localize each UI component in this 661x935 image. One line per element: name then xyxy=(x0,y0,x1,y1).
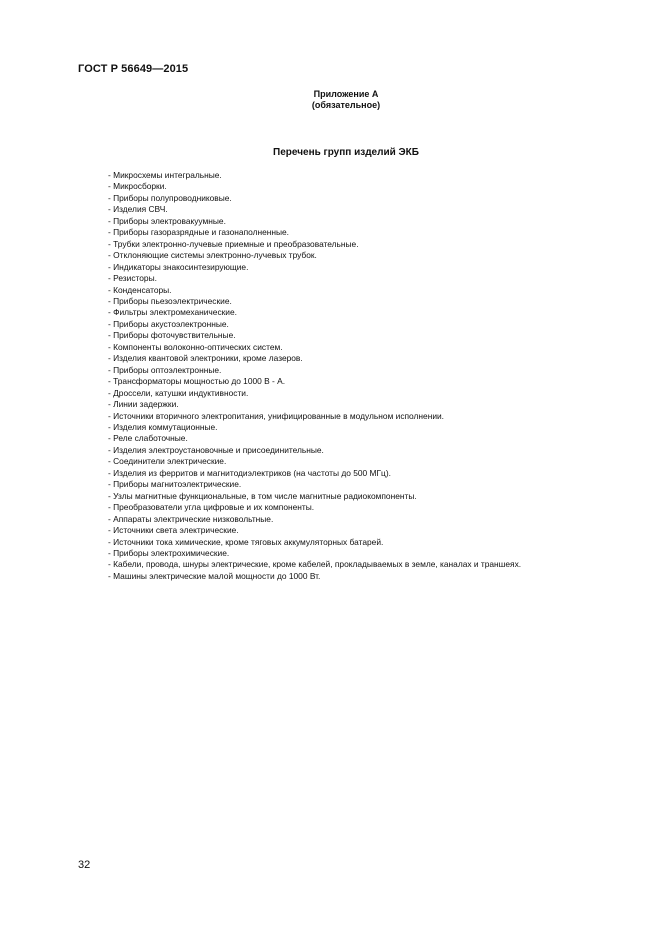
appendix-title: Приложение А xyxy=(313,89,379,99)
document-code-header: ГОСТ Р 56649—2015 xyxy=(78,63,189,75)
list-item: - Приборы магнитоэлектрические. xyxy=(108,479,242,490)
list-item: - Приборы газоразрядные и газонаполненные. xyxy=(108,227,290,238)
list-item: - Приборы пьезоэлектрические. xyxy=(108,295,232,306)
list-item: - Преобразователи угла цифровые и их компоненты. xyxy=(108,502,315,513)
list-item: - Источники вторичного электропитания, унифицированные в модульном исполнении. xyxy=(108,410,445,421)
list-item: - Трубки электронно-лучевые приемные и преобразовательные. xyxy=(108,238,359,249)
list-item: - Узлы магнитные функциональные, в том числе магнитные радиокомпоненты. xyxy=(108,490,417,501)
list-item: - Компоненты волоконно-оптических систем. xyxy=(108,341,283,352)
list-item: - Дроссели, катушки индуктивности. xyxy=(108,387,249,398)
list-item: - Изделия из ферритов и магнитодиэлектриков (на частоты до 500 МГц). xyxy=(108,467,391,478)
list-item: - Приборы электрохимические. xyxy=(108,547,230,558)
product-group-list xyxy=(108,170,521,582)
list-item: - Приборы акустоэлектронные. xyxy=(108,318,229,329)
list-item: - Приборы электровакуумные. xyxy=(108,215,226,226)
list-item: - Реле слаботочные. xyxy=(108,433,188,444)
list-item: - Трансформаторы мощностью до 1000 В - А. xyxy=(108,376,286,387)
appendix-heading xyxy=(246,89,446,111)
list-item: - Изделия квантовой электроники, кроме лазеров. xyxy=(108,353,303,364)
list-item: - Приборы полупроводниковые. xyxy=(108,192,232,203)
list-item: - Отклоняющие системы электронно-лучевых трубок. xyxy=(108,250,317,261)
list-item: - Резисторы. xyxy=(108,273,157,284)
list-item: - Микросборки. xyxy=(108,181,167,192)
list-item: - Источники тока химические, кроме тяговых аккумуляторных батарей. xyxy=(108,536,384,547)
list-item: - Приборы фоточувствительные. xyxy=(108,330,236,341)
list-item: - Источники света электрические. xyxy=(108,525,239,536)
list-item: - Изделия СВЧ. xyxy=(108,204,168,215)
list-item: - Конденсаторы. xyxy=(108,284,172,295)
list-title: Перечень групп изделий ЭКБ xyxy=(273,147,419,158)
page-number: 32 xyxy=(78,859,91,871)
list-item: - Машины электрические малой мощности до 1000 Вт. xyxy=(108,570,321,581)
list-item: - Изделия коммутационные. xyxy=(108,421,218,432)
list-item: - Микросхемы интегральные. xyxy=(108,170,222,180)
appendix-status: (обязательное) xyxy=(311,100,381,110)
list-item: - Аппараты электрические низковольтные. xyxy=(108,513,274,524)
list-item: - Приборы оптоэлектронные. xyxy=(108,364,222,375)
list-item: - Линии задержки. xyxy=(108,399,179,410)
list-item: - Кабели, провода, шнуры электрические, кроме кабелей, прокладываемых в земле, каналах и траншеях. xyxy=(108,559,522,570)
list-item: - Фильтры электромеханические. xyxy=(108,307,237,318)
list-item: - Индикаторы знакосинтезирующие. xyxy=(108,261,249,272)
list-item: - Изделия электроустановочные и присоединительные. xyxy=(108,444,324,455)
list-item: - Соединители электрические. xyxy=(108,456,227,467)
